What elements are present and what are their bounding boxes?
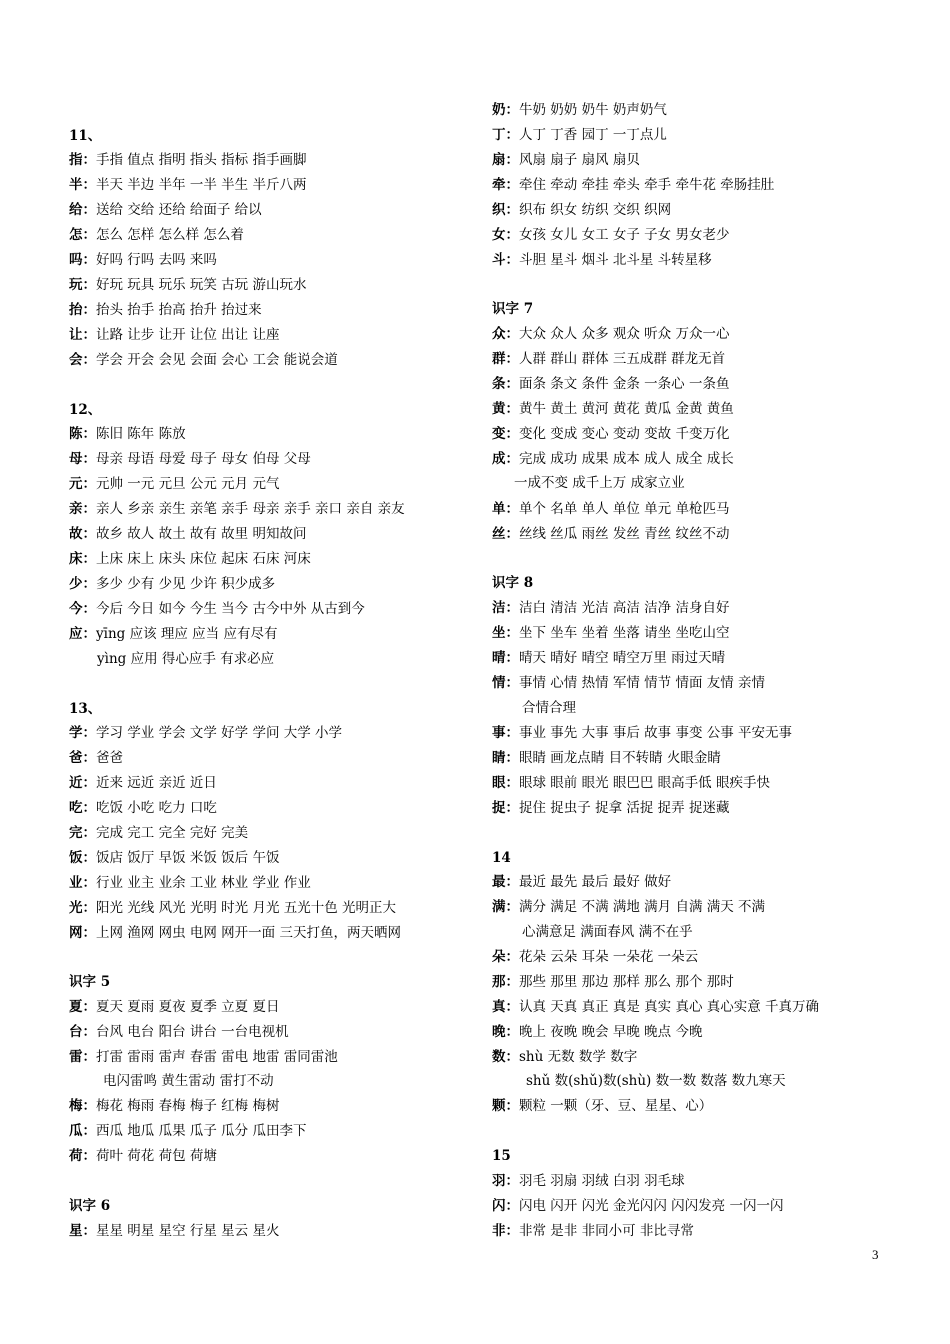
entry-character: 成： bbox=[492, 451, 519, 467]
entry-character: 非： bbox=[492, 1223, 519, 1239]
entry-words: 牵住 牵动 牵挂 牵头 牵手 牵牛花 牵肠挂肚 bbox=[519, 177, 775, 193]
vocab-entry bbox=[492, 1094, 712, 1118]
entry-character: 网： bbox=[69, 925, 96, 941]
section-heading: 14 bbox=[492, 850, 511, 866]
section-heading: 识字 8 bbox=[492, 575, 534, 591]
entry-character: 怎： bbox=[69, 227, 96, 243]
entry-character: 业： bbox=[69, 875, 96, 891]
vocab-entry bbox=[69, 547, 311, 571]
entry-words: 星星 明星 星空 行星 星云 星火 bbox=[96, 1223, 280, 1239]
vocab-entry bbox=[69, 871, 311, 895]
entry-character: 今： bbox=[69, 601, 96, 617]
vocab-entry bbox=[69, 223, 244, 247]
entry-character: 梅： bbox=[69, 1098, 96, 1114]
vocab-entry bbox=[492, 1020, 702, 1044]
entry-character: 牵： bbox=[492, 177, 519, 193]
entry-words: 陈旧 陈年 陈放 bbox=[96, 426, 186, 442]
section-heading: 15 bbox=[492, 1148, 511, 1164]
vocab-entry bbox=[492, 447, 734, 471]
entry-character: 群： bbox=[492, 351, 519, 367]
vocab-entry bbox=[69, 846, 279, 870]
vocab-entry bbox=[492, 1219, 694, 1243]
entry-words: 人丁 丁香 园丁 一丁点儿 bbox=[519, 127, 667, 143]
entry-words: 事情 心情 热情 军情 情节 情面 友情 亲情 bbox=[519, 675, 766, 691]
vocab-entry bbox=[69, 1094, 279, 1118]
entry-words: 晴天 晴好 晴空 晴空万里 雨过天晴 bbox=[519, 650, 726, 666]
vocab-entry bbox=[492, 173, 774, 197]
entry-words: 学会 开会 会见 会面 会心 工会 能说会道 bbox=[96, 352, 338, 368]
vocab-entry bbox=[69, 597, 365, 621]
entry-character: 爸： bbox=[69, 750, 96, 766]
entry-character: 女： bbox=[492, 227, 519, 243]
vocab-entry bbox=[492, 198, 671, 222]
vocab-entry bbox=[492, 995, 819, 1019]
entry-character: 床： bbox=[69, 551, 96, 567]
entry-character: 睛： bbox=[492, 750, 519, 766]
entry-character: 数： bbox=[492, 1049, 519, 1065]
entry-words: 满分 满足 不满 满地 满月 自满 满天 不满 bbox=[519, 899, 766, 915]
entry-character: 少： bbox=[69, 576, 96, 592]
entry-words: 女孩 女儿 女工 女子 子女 男女老少 bbox=[519, 227, 730, 243]
entry-character: 星： bbox=[69, 1223, 96, 1239]
entry-character: 故： bbox=[69, 526, 96, 542]
vocab-entry bbox=[492, 796, 729, 820]
vocab-entry bbox=[492, 422, 729, 446]
entry-words: 行业 业主 业余 工业 林业 学业 作业 bbox=[96, 875, 311, 891]
entry-words: 人群 群山 群体 三五成群 群龙无首 bbox=[519, 351, 726, 367]
vocab-entry bbox=[492, 522, 729, 546]
entry-words: 好吗 行吗 去吗 来吗 bbox=[96, 252, 217, 268]
entry-words: 多少 少有 少见 少许 积少成多 bbox=[96, 576, 276, 592]
entry-words: 捉住 捉虫子 捉拿 活捉 捉弄 捉迷藏 bbox=[519, 800, 730, 816]
vocab-entry bbox=[69, 1045, 338, 1069]
entry-words: 颗粒 一颗（牙、豆、星星、心） bbox=[519, 1098, 713, 1114]
vocab-entry bbox=[69, 298, 262, 322]
entry-words: 丝线 丝瓜 雨丝 发丝 青丝 纹丝不动 bbox=[519, 526, 730, 542]
entry-character: 夏： bbox=[69, 999, 96, 1015]
entry-character: 颗： bbox=[492, 1098, 519, 1114]
entry-words: 阳光 光线 风光 光明 时光 月光 五光十色 光明正大 bbox=[96, 900, 397, 916]
entry-words: 风扇 扇子 扇风 扇贝 bbox=[519, 152, 640, 168]
entry-character: 单： bbox=[492, 501, 519, 517]
entry-character: 捉： bbox=[492, 800, 519, 816]
entry-character: 朵： bbox=[492, 949, 519, 965]
entry-words: 上网 渔网 网虫 电网 网开一面 三天打鱼，两天晒网 bbox=[96, 925, 401, 941]
vocab-entry bbox=[69, 472, 279, 496]
entry-character: 荷： bbox=[69, 1148, 96, 1164]
vocab-entry bbox=[69, 422, 186, 446]
entry-words: 半天 半边 半年 一半 半生 半斤八两 bbox=[96, 177, 307, 193]
entry-character: 抬： bbox=[69, 302, 96, 318]
entry-character: 那： bbox=[492, 974, 519, 990]
entry-words: 大众 众人 众多 观众 听众 万众一心 bbox=[519, 326, 730, 342]
entry-character: 闪： bbox=[492, 1198, 519, 1214]
entry-words: 黄牛 黄土 黄河 黄花 黄瓜 金黄 黄鱼 bbox=[519, 401, 734, 417]
entry-words: 非常 是非 非同小可 非比寻常 bbox=[519, 1223, 694, 1239]
section-heading: 识字 5 bbox=[69, 974, 111, 990]
entry-character: 半： bbox=[69, 177, 96, 193]
vocab-entry bbox=[492, 646, 725, 670]
vocab-entry bbox=[69, 148, 306, 172]
entry-character: 吃： bbox=[69, 800, 96, 816]
vocab-entry bbox=[492, 98, 667, 122]
vocab-entry bbox=[69, 995, 279, 1019]
entry-words: 抬头 抬手 抬高 抬升 抬过来 bbox=[96, 302, 262, 318]
entry-character: 台： bbox=[69, 1024, 96, 1040]
entry-words: 母亲 母语 母爱 母子 母女 伯母 父母 bbox=[96, 451, 311, 467]
entry-words: 最近 最先 最后 最好 做好 bbox=[519, 874, 672, 890]
vocab-entry bbox=[492, 721, 792, 745]
entry-character: 织： bbox=[492, 202, 519, 218]
entry-words: 洁白 清洁 光洁 高洁 洁净 洁身自好 bbox=[519, 600, 730, 616]
entry-words: 认真 天真 真正 真是 真实 真心 真心实意 千真万确 bbox=[519, 999, 820, 1015]
entry-character: 羽： bbox=[492, 1173, 519, 1189]
vocab-entry bbox=[69, 522, 306, 546]
entry-words: 学习 学业 学会 文学 好学 学问 大学 小学 bbox=[96, 725, 343, 741]
entry-words: 亲人 乡亲 亲生 亲笔 亲手 母亲 亲手 亲口 亲自 亲友 bbox=[96, 501, 405, 517]
entry-words: 眼球 眼前 眼光 眼巴巴 眼高手低 眼疾手快 bbox=[519, 775, 770, 791]
vocab-entry bbox=[69, 721, 342, 745]
section-heading: 12、 bbox=[69, 402, 102, 418]
vocab-entry bbox=[69, 198, 262, 222]
entry-words: 变化 变成 变心 变动 变故 千变万化 bbox=[519, 426, 730, 442]
entry-words: 打雷 雷雨 雷声 春雷 雷电 地雷 雷同雷池 bbox=[96, 1049, 338, 1065]
entry-words: 梅花 梅雨 春梅 梅子 红梅 梅树 bbox=[96, 1098, 280, 1114]
entry-words: 面条 条文 条件 金条 一条心 一条鱼 bbox=[519, 376, 730, 392]
vocab-entry bbox=[69, 921, 401, 945]
entry-character: 饭： bbox=[69, 850, 96, 866]
entry-character: 奶： bbox=[492, 102, 519, 118]
entry-character: 情： bbox=[492, 675, 519, 691]
vocab-entry bbox=[69, 572, 275, 596]
entry-character: 给： bbox=[69, 202, 96, 218]
vocab-entry bbox=[69, 1144, 217, 1168]
entry-words: yīng 应该 理应 应当 应有尽有 bbox=[96, 626, 278, 642]
vocab-entry bbox=[492, 148, 640, 172]
vocab-entry bbox=[492, 1045, 637, 1069]
vocab-entry bbox=[69, 1119, 306, 1143]
entry-character: 会： bbox=[69, 352, 96, 368]
section-heading: 识字 6 bbox=[69, 1198, 111, 1214]
entry-character: 吗： bbox=[69, 252, 96, 268]
entry-words: 事业 事先 大事 事后 故事 事变 公事 平安无事 bbox=[519, 725, 793, 741]
entry-words: 送给 交给 还给 给面子 给以 bbox=[96, 202, 262, 218]
entry-words: 花朵 云朵 耳朵 一朵花 一朵云 bbox=[519, 949, 699, 965]
entry-character: 元： bbox=[69, 476, 96, 492]
entry-words: 手指 值点 指明 指头 指标 指手画脚 bbox=[96, 152, 307, 168]
entry-character: 指： bbox=[69, 152, 96, 168]
entry-character: 众： bbox=[492, 326, 519, 342]
vocab-entry bbox=[69, 497, 405, 521]
vocab-entry bbox=[492, 397, 734, 421]
entry-words: 让路 让步 让开 让位 出让 让座 bbox=[96, 327, 280, 343]
entry-continuation: 心满意足 满面春风 满不在乎 bbox=[522, 924, 693, 940]
vocab-entry bbox=[69, 447, 311, 471]
vocab-entry bbox=[492, 870, 671, 894]
entry-character: 变： bbox=[492, 426, 519, 442]
entry-continuation: yìng 应用 得心应手 有求必应 bbox=[97, 651, 275, 667]
entry-continuation: 一成不变 成千上万 成家立业 bbox=[514, 475, 685, 491]
entry-words: 完成 完工 完全 完好 完美 bbox=[96, 825, 249, 841]
vocab-entry bbox=[69, 273, 306, 297]
vocab-entry bbox=[69, 1219, 279, 1243]
entry-character: 陈： bbox=[69, 426, 96, 442]
entry-words: 闪电 闪开 闪光 金光闪闪 闪闪发亮 一闪一闪 bbox=[519, 1198, 784, 1214]
section-heading: 13、 bbox=[69, 701, 102, 717]
entry-character: 扇： bbox=[492, 152, 519, 168]
vocab-entry bbox=[492, 248, 712, 272]
vocab-entry bbox=[69, 746, 123, 770]
entry-character: 条： bbox=[492, 376, 519, 392]
entry-character: 学： bbox=[69, 725, 96, 741]
entry-words: 晚上 夜晚 晚会 早晚 晚点 今晚 bbox=[519, 1024, 703, 1040]
vocab-entry bbox=[492, 746, 721, 770]
vocab-entry bbox=[492, 895, 765, 919]
entry-character: 晚： bbox=[492, 1024, 519, 1040]
entry-words: 坐下 坐车 坐着 坐落 请坐 坐吃山空 bbox=[519, 625, 730, 641]
vocab-entry bbox=[69, 821, 248, 845]
entry-character: 应： bbox=[69, 626, 96, 642]
vocab-entry bbox=[492, 970, 734, 994]
entry-words: 好玩 玩具 玩乐 玩笑 古玩 游山玩水 bbox=[96, 277, 307, 293]
entry-character: 晴： bbox=[492, 650, 519, 666]
vocab-entry bbox=[69, 173, 306, 197]
vocab-entry bbox=[69, 323, 279, 347]
vocab-entry bbox=[492, 945, 698, 969]
vocab-entry bbox=[492, 223, 729, 247]
vocab-entry bbox=[492, 671, 765, 695]
entry-character: 黄： bbox=[492, 401, 519, 417]
vocab-entry bbox=[492, 322, 729, 346]
vocab-entry bbox=[492, 621, 729, 645]
entry-words: 爸爸 bbox=[96, 750, 123, 766]
entry-words: 织布 织女 纺织 交织 织网 bbox=[519, 202, 672, 218]
entry-character: 完： bbox=[69, 825, 96, 841]
entry-words: 荷叶 荷花 荷包 荷塘 bbox=[96, 1148, 217, 1164]
vocab-entry bbox=[69, 896, 396, 920]
entry-words: 台风 电台 阳台 讲台 一台电视机 bbox=[96, 1024, 289, 1040]
vocab-entry bbox=[492, 123, 667, 147]
entry-words: 怎么 怎样 怎么样 怎么着 bbox=[96, 227, 244, 243]
entry-words: 元帅 一元 元旦 公元 元月 元气 bbox=[96, 476, 280, 492]
entry-words: 眼睛 画龙点睛 目不转睛 火眼金睛 bbox=[519, 750, 721, 766]
entry-character: 斗： bbox=[492, 252, 519, 268]
entry-words: 斗胆 星斗 烟斗 北斗星 斗转星移 bbox=[519, 252, 712, 268]
entry-character: 母： bbox=[69, 451, 96, 467]
entry-character: 让： bbox=[69, 327, 96, 343]
entry-words: 完成 成功 成果 成本 成人 成全 成长 bbox=[519, 451, 734, 467]
entry-character: 丁： bbox=[492, 127, 519, 143]
entry-words: 上床 床上 床头 床位 起床 石床 河床 bbox=[96, 551, 311, 567]
entry-character: 近： bbox=[69, 775, 96, 791]
vocab-entry bbox=[69, 348, 338, 372]
entry-character: 丝： bbox=[492, 526, 519, 542]
vocab-entry bbox=[492, 1194, 783, 1218]
entry-character: 最： bbox=[492, 874, 519, 890]
entry-character: 眼： bbox=[492, 775, 519, 791]
entry-character: 真： bbox=[492, 999, 519, 1015]
vocab-entry bbox=[69, 248, 217, 272]
vocab-entry bbox=[69, 622, 277, 646]
entry-continuation: shǔ 数(shǔ)数(shù) 数一数 数落 数九寒天 bbox=[526, 1073, 786, 1089]
entry-continuation: 合情合理 bbox=[522, 700, 576, 716]
vocab-entry bbox=[69, 796, 217, 820]
entry-character: 玩： bbox=[69, 277, 96, 293]
page-number: 3 bbox=[872, 1247, 879, 1262]
entry-character: 坐： bbox=[492, 625, 519, 641]
vocab-entry bbox=[492, 771, 770, 795]
entry-words: 牛奶 奶奶 奶牛 奶声奶气 bbox=[519, 102, 667, 118]
entry-character: 光： bbox=[69, 900, 96, 916]
entry-words: 近来 远近 亲近 近日 bbox=[96, 775, 217, 791]
vocab-entry bbox=[492, 347, 725, 371]
entry-words: 那些 那里 那边 那样 那么 那个 那时 bbox=[519, 974, 734, 990]
entry-words: shù 无数 数学 数字 bbox=[519, 1049, 638, 1065]
vocab-entry bbox=[492, 497, 729, 521]
entry-words: 单个 名单 单人 单位 单元 单枪匹马 bbox=[519, 501, 730, 517]
entry-character: 满： bbox=[492, 899, 519, 915]
entry-character: 雷： bbox=[69, 1049, 96, 1065]
entry-character: 洁： bbox=[492, 600, 519, 616]
entry-character: 瓜： bbox=[69, 1123, 96, 1139]
entry-words: 吃饭 小吃 吃力 口吃 bbox=[96, 800, 217, 816]
vocab-entry bbox=[69, 771, 217, 795]
section-heading: 识字 7 bbox=[492, 301, 534, 317]
entry-words: 夏天 夏雨 夏夜 夏季 立夏 夏日 bbox=[96, 999, 280, 1015]
entry-character: 亲： bbox=[69, 501, 96, 517]
vocab-entry bbox=[492, 1169, 685, 1193]
vocab-entry bbox=[492, 596, 729, 620]
section-heading: 11、 bbox=[69, 128, 102, 144]
entry-words: 饭店 饭厅 早饭 米饭 饭后 午饭 bbox=[96, 850, 280, 866]
vocab-entry bbox=[492, 372, 729, 396]
vocab-entry bbox=[69, 1020, 289, 1044]
entry-words: 故乡 故人 故土 故有 故里 明知故问 bbox=[96, 526, 307, 542]
entry-words: 今后 今日 如今 今生 当今 古今中外 从古到今 bbox=[96, 601, 365, 617]
entry-character: 事： bbox=[492, 725, 519, 741]
entry-words: 西瓜 地瓜 瓜果 瓜子 瓜分 瓜田李下 bbox=[96, 1123, 307, 1139]
entry-continuation: 电闪雷鸣 黄生雷动 雷打不动 bbox=[103, 1073, 274, 1089]
entry-words: 羽毛 羽扇 羽绒 白羽 羽毛球 bbox=[519, 1173, 685, 1189]
